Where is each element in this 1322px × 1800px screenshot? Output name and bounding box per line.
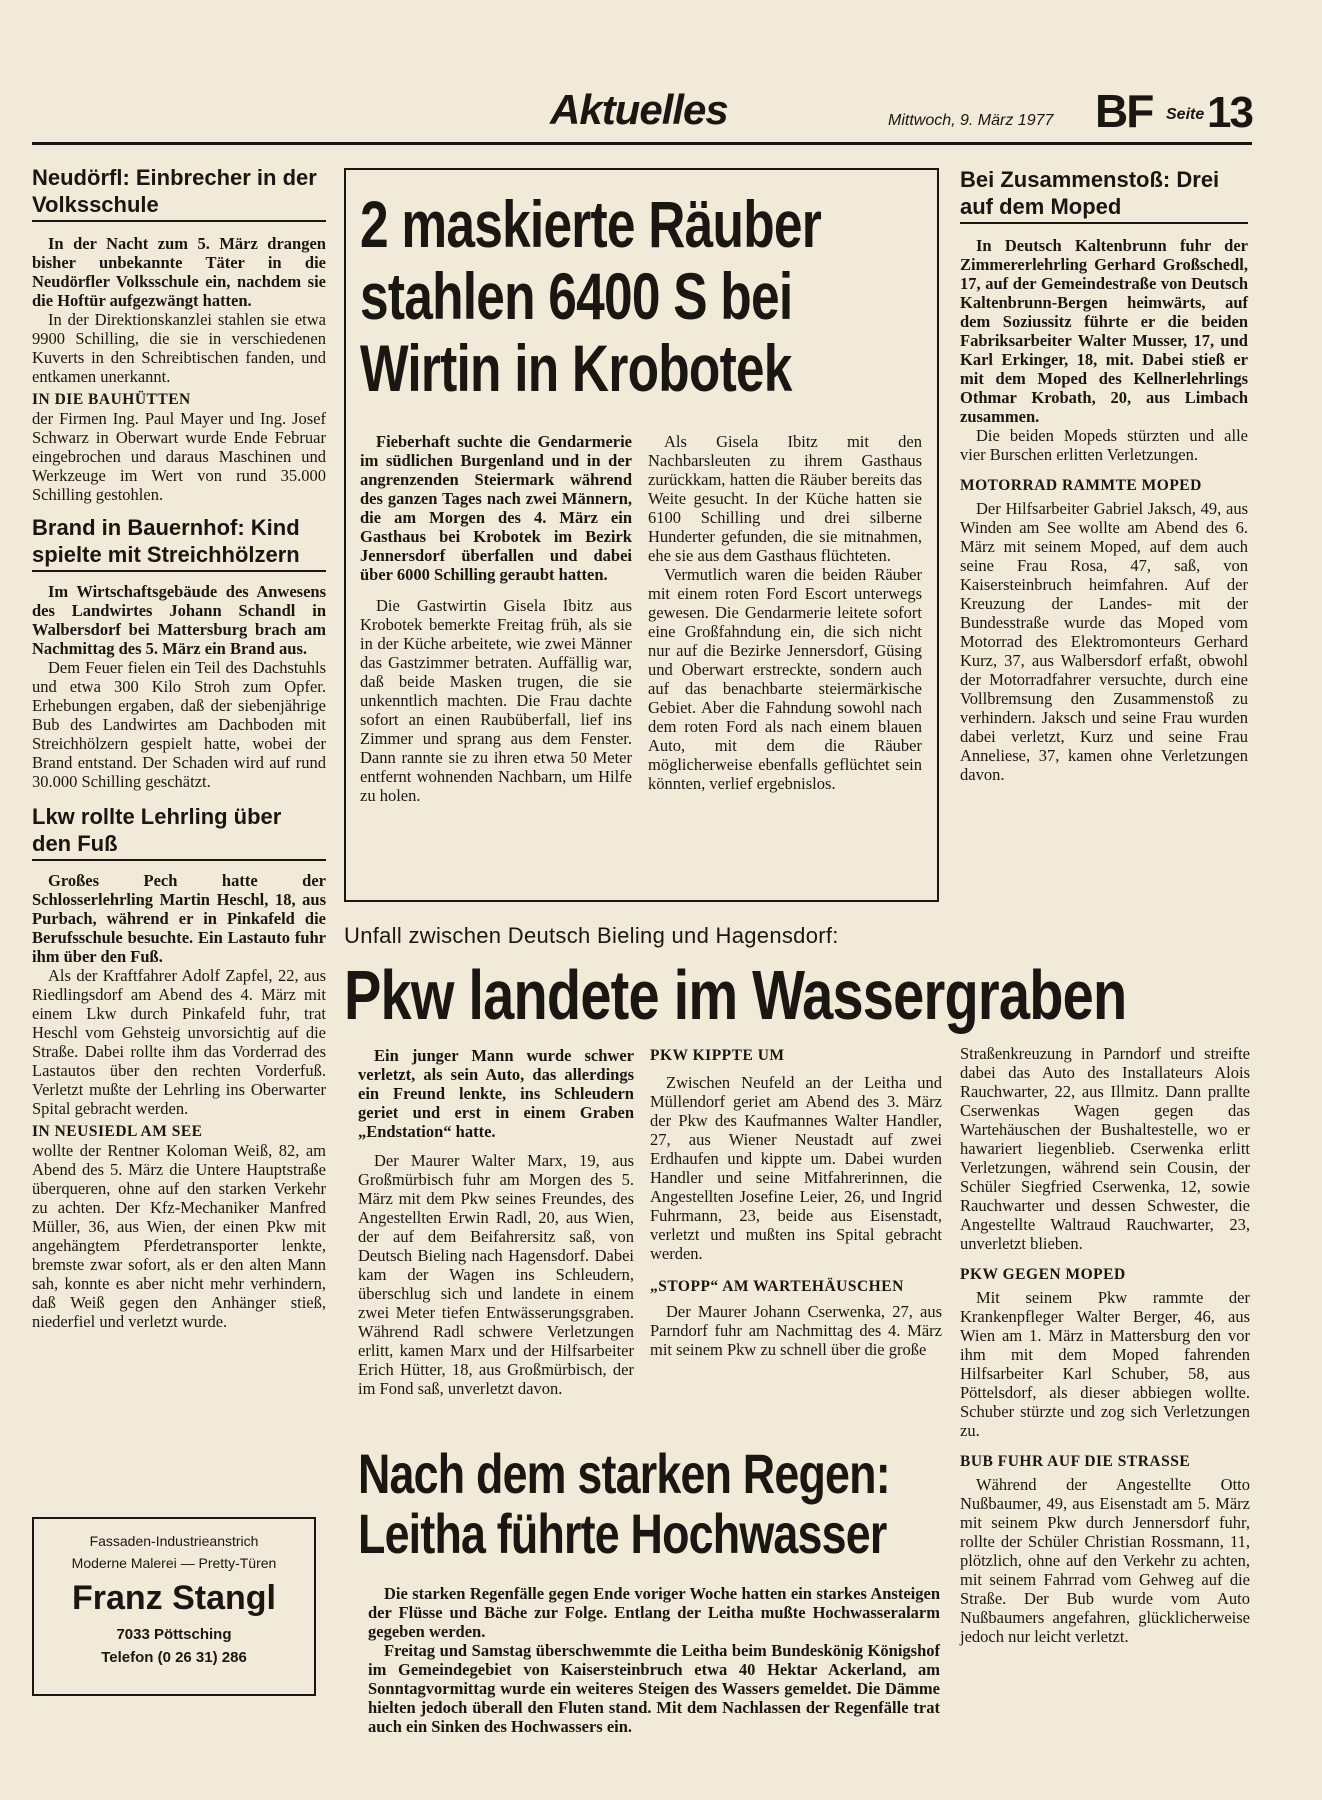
accident-kicker: Unfall zwischen Deutsch Bieling und Hagensdorf: [344, 923, 839, 948]
headline-line: 2 maskierte Räuber [360, 187, 821, 261]
page-label: Seite [1166, 106, 1205, 123]
subheading: MOTORRAD RAMMTE MOPED [960, 477, 1202, 494]
lead-paragraph: Im Wirtschaftsgebäude des Anwesens des Landwirtes Johann Schandl in Walbersdorf bei Mattersburg brach am Nachmittag des 5. März ein Brand aus. [32, 582, 326, 658]
advertisement-box [32, 1517, 316, 1696]
body-paragraph: Der Hilfsarbeiter Gabriel Jaksch, 49, aus Winden am See wollte am Abend des 6. März mit seinem Moped, auf dem auch seine Frau Rosa, 47, saß, von Kaisersteinbruch heimfahren. Auf der Kreuzung der Landes- mit der Bundesstraße wurde das Moped vom Motorrad des Elektromonteurs Gerhard Kurz, 37, aus Walbersdorf erfaßt, obwohl der Motorradfahrer versuchte, durch eine Vollbremsung den Zusammenstoß zu verhindern. Jaksch und seine Frau wurden dabei verletzt, Kurz und seine Frau Anneliese, 37, kamen ohne Verletzungen davon. [960, 499, 1248, 784]
headline-line: stahlen 6400 S bei [360, 259, 793, 333]
subheading: IN DIE BAUHÜTTEN [32, 391, 191, 408]
headline-line: Nach dem starken Regen: [358, 1442, 890, 1505]
subheading: IN NEUSIEDL AM SEE [32, 1123, 203, 1140]
article-brand [32, 582, 326, 791]
newspaper-logo: BF [1095, 85, 1153, 137]
lead-paragraph: Großes Pech hatte der Schlosserlehrling Martin Heschl, 18, aus Purbach, während er in Pinkafeld die Berufsschule besuchte. Ein Lastauto fuhr ihm über den Fuß. [32, 871, 326, 966]
robbery-article-box [344, 168, 939, 902]
page-number: 13 [1207, 88, 1252, 137]
robbery-headline [360, 188, 925, 404]
lead-paragraph: Fieberhaft suchte die Gendarmerie im südlichen Burgenland und in der angrenzenden Steiermark während des ganzen Tages nach zwei Männern, die am Morgen des 4. März ein Gasthaus bei Krobotek im Bezirk Jennersdorf überfallen und dabei über 6000 Schilling geraubt hatten. [360, 432, 632, 584]
body-paragraph: Die beiden Mopeds stürzten und alle vier Burschen erlitten Verletzungen. [960, 426, 1248, 464]
robbery-column-1 [360, 432, 632, 805]
accident-column-1 [358, 1046, 634, 1398]
article-neudoerfl [32, 234, 326, 504]
lead-paragraph: Ein junger Mann wurde schwer verletzt, als sein Auto, das allerdings ein Freund lenkte, ins Schleudern geriet und erst in einem Graben „Endstation“ hatte. [358, 1046, 634, 1141]
body-paragraph: Straßenkreuzung in Parndorf und streifte dabei das Auto des Installateurs Alois Rauchwarter, 22, aus Illmitz. Dann prallte Cserwenkas Wagen gegen das Wartehäuschen der Bushaltestelle, wo er hawariert liegenblieb. Cserwenka erlitt Verletzungen, während sein Cousin, der Schüler Siegfried Cserwenka, 12, sowie Rauchwarter und dessen Schwester, die Angestellte Waltraud Rauchwarter, 23, unverletzt blieben. [960, 1044, 1250, 1253]
accident-headline: Pkw landete im Wassergraben [344, 956, 1127, 1034]
headline-line: Leitha führte Hochwasser [358, 1502, 887, 1565]
subheading: BUB FUHR AUF DIE STRASSE [960, 1453, 1191, 1470]
subheading: PKW GEGEN MOPED [960, 1266, 1126, 1283]
section-title: Aktuelles [550, 86, 728, 133]
body-paragraph: Der Maurer Walter Marx, 19, aus Großmürbisch fuhr am Morgen des 5. März mit dem Pkw seines Freundes, des Angestellten Erwin Radl, 20, aus Wien, der auf dem Beifahrersitz saß, von Deutsch Bieling nach Hagensdorf. Dabei kam der Wagen ins Schleudern, überschlug sich und landete in einem zwei Meter tiefen Entwässerungsgraben. Während Radl schwere Verletzungen erlitt, kamen Marx und der Hilfsarbeiter Erich Hütter, 18, aus Großmürbisch, der im Fond saß, unverletzt davon. [358, 1151, 634, 1398]
body-paragraph: In der Direktionskanzlei stahlen sie etwa 9900 Schilling, die sie in verschiedenen Kuverts in den Schreibtischen fanden, und entkamen unerkannt. [32, 310, 326, 386]
body-paragraph: Als der Kraftfahrer Adolf Zapfel, 22, aus Riedlingsdorf am Abend des 4. März mit einem Lkw durch Pinkafeld fuhr, trat Heschl vom Gehsteig unvorsichtig auf die Straße. Dabei rollte ihm das Vorderrad des Lastautos über den rechten Vorderfuß. Verletzt mußte der Lehrling ins Oberwarter Spital gebracht werden. [32, 966, 326, 1118]
ad-line-1: Fassaden-Industrieanstrich [89, 1533, 259, 1549]
ad-city: 7033 Pöttsching [116, 1626, 232, 1643]
accident-column-3 [960, 1044, 1250, 1646]
body-paragraph: Zwischen Neufeld an der Leitha und Müllendorf geriet am Abend des 3. März der Pkw des Kaufmannes Walter Handler, 27, aus Wiener Neustadt auf zwei Erdhaufen und kippte um. Dabei wurden Handler und seine Mitfahrerinnen, die Angestellten Josefine Leier, 26, und Ingrid Fuhrmann, 23, beide aus Eisenstadt, verletzt und mußten ins Spital gebracht werden. [650, 1073, 942, 1263]
body-paragraph: Die Gastwirtin Gisela Ibitz aus Krobotek bemerkte Freitag früh, als sie in der Küche arbeitete, wie zwei Männer das Gastzimmer betraten. Auffällig war, daß beide Masken trugen, die sie unkenntlich machten. Die Frau dachte sofort an einen Raubüberfall, lief ins Zimmer und sprang aus dem Fenster. Dann rannte sie zu ihren etwa 50 Meter entfernt wohnenden Nachbarn, um Hilfe zu holen. [360, 596, 632, 805]
subheading: „STOPP“ AM WARTEHÄUSCHEN [650, 1278, 904, 1295]
robbery-column-2 [648, 432, 922, 793]
body-paragraph: Vermutlich waren die beiden Räuber mit einem roten Ford Escort unterwegs gewesen. Die Gendarmerie leitete sofort eine Großfahndung ein, die sich nicht nur auf die Bezirke Jennersdorf, Güsing und Oberwart erstreckte, sondern auch auf das benachbarte steiermärkische Gebiet. Aber die Fahndung sowohl nach dem roten Ford als nach einem blauen Auto, mit dem die Räuber möglicherweise ebenfalls geflüchtet sein könnten, verlief ergebnislos. [648, 565, 922, 793]
body-paragraph: Dem Feuer fielen ein Teil des Dachstuhls und etwa 300 Kilo Stroh zum Opfer. Erhebungen ergaben, daß der siebenjährige Bub des Landwirtes am Dachboden mit Streichhölzern gespielt hatte, wobei der Brand entstand. Der Schaden wird auf rund 30.000 Schilling geschätzt. [32, 658, 326, 791]
body-paragraph: wollte der Rentner Koloman Weiß, 82, am Abend des 5. März die Untere Hauptstraße überqueren, ohne auf den starken Verkehr zu achten. Der Kfz-Mechaniker Manfred Müller, 36, aus Wien, der einen Pkw mit angehängtem Pferdetransporter lenkte, bremste zwar sofort, als er den alten Mann sah, konnte es aber nicht mehr verhindern, daß Weiß gegen den Anhänger stieß, niederfiel und verletzt wurde. [32, 1141, 326, 1331]
article-lkw [32, 871, 326, 1331]
body-paragraph: Mit seinem Pkw rammte der Krankenpfleger Walter Berger, 46, aus Wien am 1. März in Mattersburg den vor ihm mit dem Moped fahrenden Hilfsarbeiter Karl Schuber, 58, aus Pöttelsdorf, als dieser abbiegen wollte. Schuber stürzte und zog sich Verletzungen zu. [960, 1288, 1250, 1440]
article-moped [960, 236, 1248, 784]
body-paragraph: Während der Angestellte Otto Nußbaumer, 49, aus Eisenstadt am 5. März mit seinem Pkw durch Jennersdorf fuhr, rollte der Schüler Christian Rossmann, 11, plötzlich, ohne auf den Verkehr zu achten, mit seinem Fahrrad vom Gehweg auf die Straße. Der Bub wurde vom Auto Nußbaumers angefahren, glücklicherweise jedoch nur leicht verletzt. [960, 1475, 1250, 1646]
headline-neudoerfl: Neudörfl: Einbrecher in der Volksschule [32, 164, 326, 222]
issue-date: Mittwoch, 9. März 1977 [888, 112, 1054, 129]
left-column [32, 164, 326, 1331]
flood-headline [358, 1444, 948, 1564]
body-paragraph: Die starken Regenfälle gegen Ende voriger Woche hatten ein starkes Ansteigen der Flüsse und Bäche zur Folge. Entlang der Leitha mußte Hochwasseralarm gegeben werden. [368, 1584, 940, 1641]
lead-paragraph: In Deutsch Kaltenbrunn fuhr der Zimmererlehrling Gerhard Großschedl, 17, auf der Gemeindestraße von Deutsch Kaltenbrunn-Bergen heimwärts, auf dem Soziussitz führte er die beiden Fabriksarbeiter Walter Musser, 17, und Karl Erkinger, 18, mit. Dabei stieß er mit dem Moped des Kellnerlehrlings Othmar Krobath, 20, aus Limbach zusammen. [960, 236, 1248, 426]
body-paragraph: der Firmen Ing. Paul Mayer und Ing. Josef Schwarz in Oberwart wurde Ende Februar eingebrochen und daraus Maschinen und Werkzeuge im Wert von rund 35.000 Schilling gestohlen. [32, 409, 326, 504]
headline-brand: Brand in Bauernhof: Kind spielte mit Streichhölzern [32, 514, 326, 572]
right-column [960, 166, 1248, 784]
lead-paragraph: In der Nacht zum 5. März drangen bisher unbekannte Täter in die Neudörfler Volksschule ein, nachdem sie die Hoftür aufgezwängt hatten. [32, 234, 326, 310]
body-paragraph: Freitag und Samstag überschwemmte die Leitha beim Bundeskönig Königshof im Gemeindegebiet von Kaisersteinbruch etwa 40 Hektar Ackerland, am Sonntagvormittag wurde ein weiteres Steigen des Wassers gemeldet. Die Dämme hielten jedoch überall den Fluten stand. Mit dem Nachlassen der Regenfälle trat auch ein Sinken des Hochwassers ein. [368, 1641, 940, 1736]
ad-line-2: Moderne Malerei — Pretty-Türen [71, 1555, 277, 1571]
subheading: PKW KIPPTE UM [650, 1047, 785, 1064]
body-paragraph: Als Gisela Ibitz mit den Nachbarsleuten zu ihrem Gasthaus zurückkam, hatten die Räuber bereits das Weite gesucht. In der Küche hatten sie 6100 Schilling und drei silberne Hunderter gefunden, die sie mitnahmen, ehe sie aus dem Gasthaus flüchteten. [648, 432, 922, 565]
flood-article [368, 1584, 940, 1736]
headline-line: Wirtin in Krobotek [360, 331, 792, 405]
masthead-rule [32, 142, 1252, 145]
ad-phone: Telefon (0 26 31) 286 [101, 1649, 247, 1666]
headline-moped: Bei Zusammenstoß: Drei auf dem Moped [960, 166, 1248, 224]
ad-company-name: Franz Stangl [71, 1579, 277, 1617]
headline-lkw: Lkw rollte Lehrling über den Fuß [32, 803, 326, 861]
accident-column-2 [650, 1046, 942, 1359]
body-paragraph: Der Maurer Johann Cserwenka, 27, aus Parndorf fuhr am Nachmittag des 4. März mit seinem Pkw zu schnell über die große [650, 1302, 942, 1359]
